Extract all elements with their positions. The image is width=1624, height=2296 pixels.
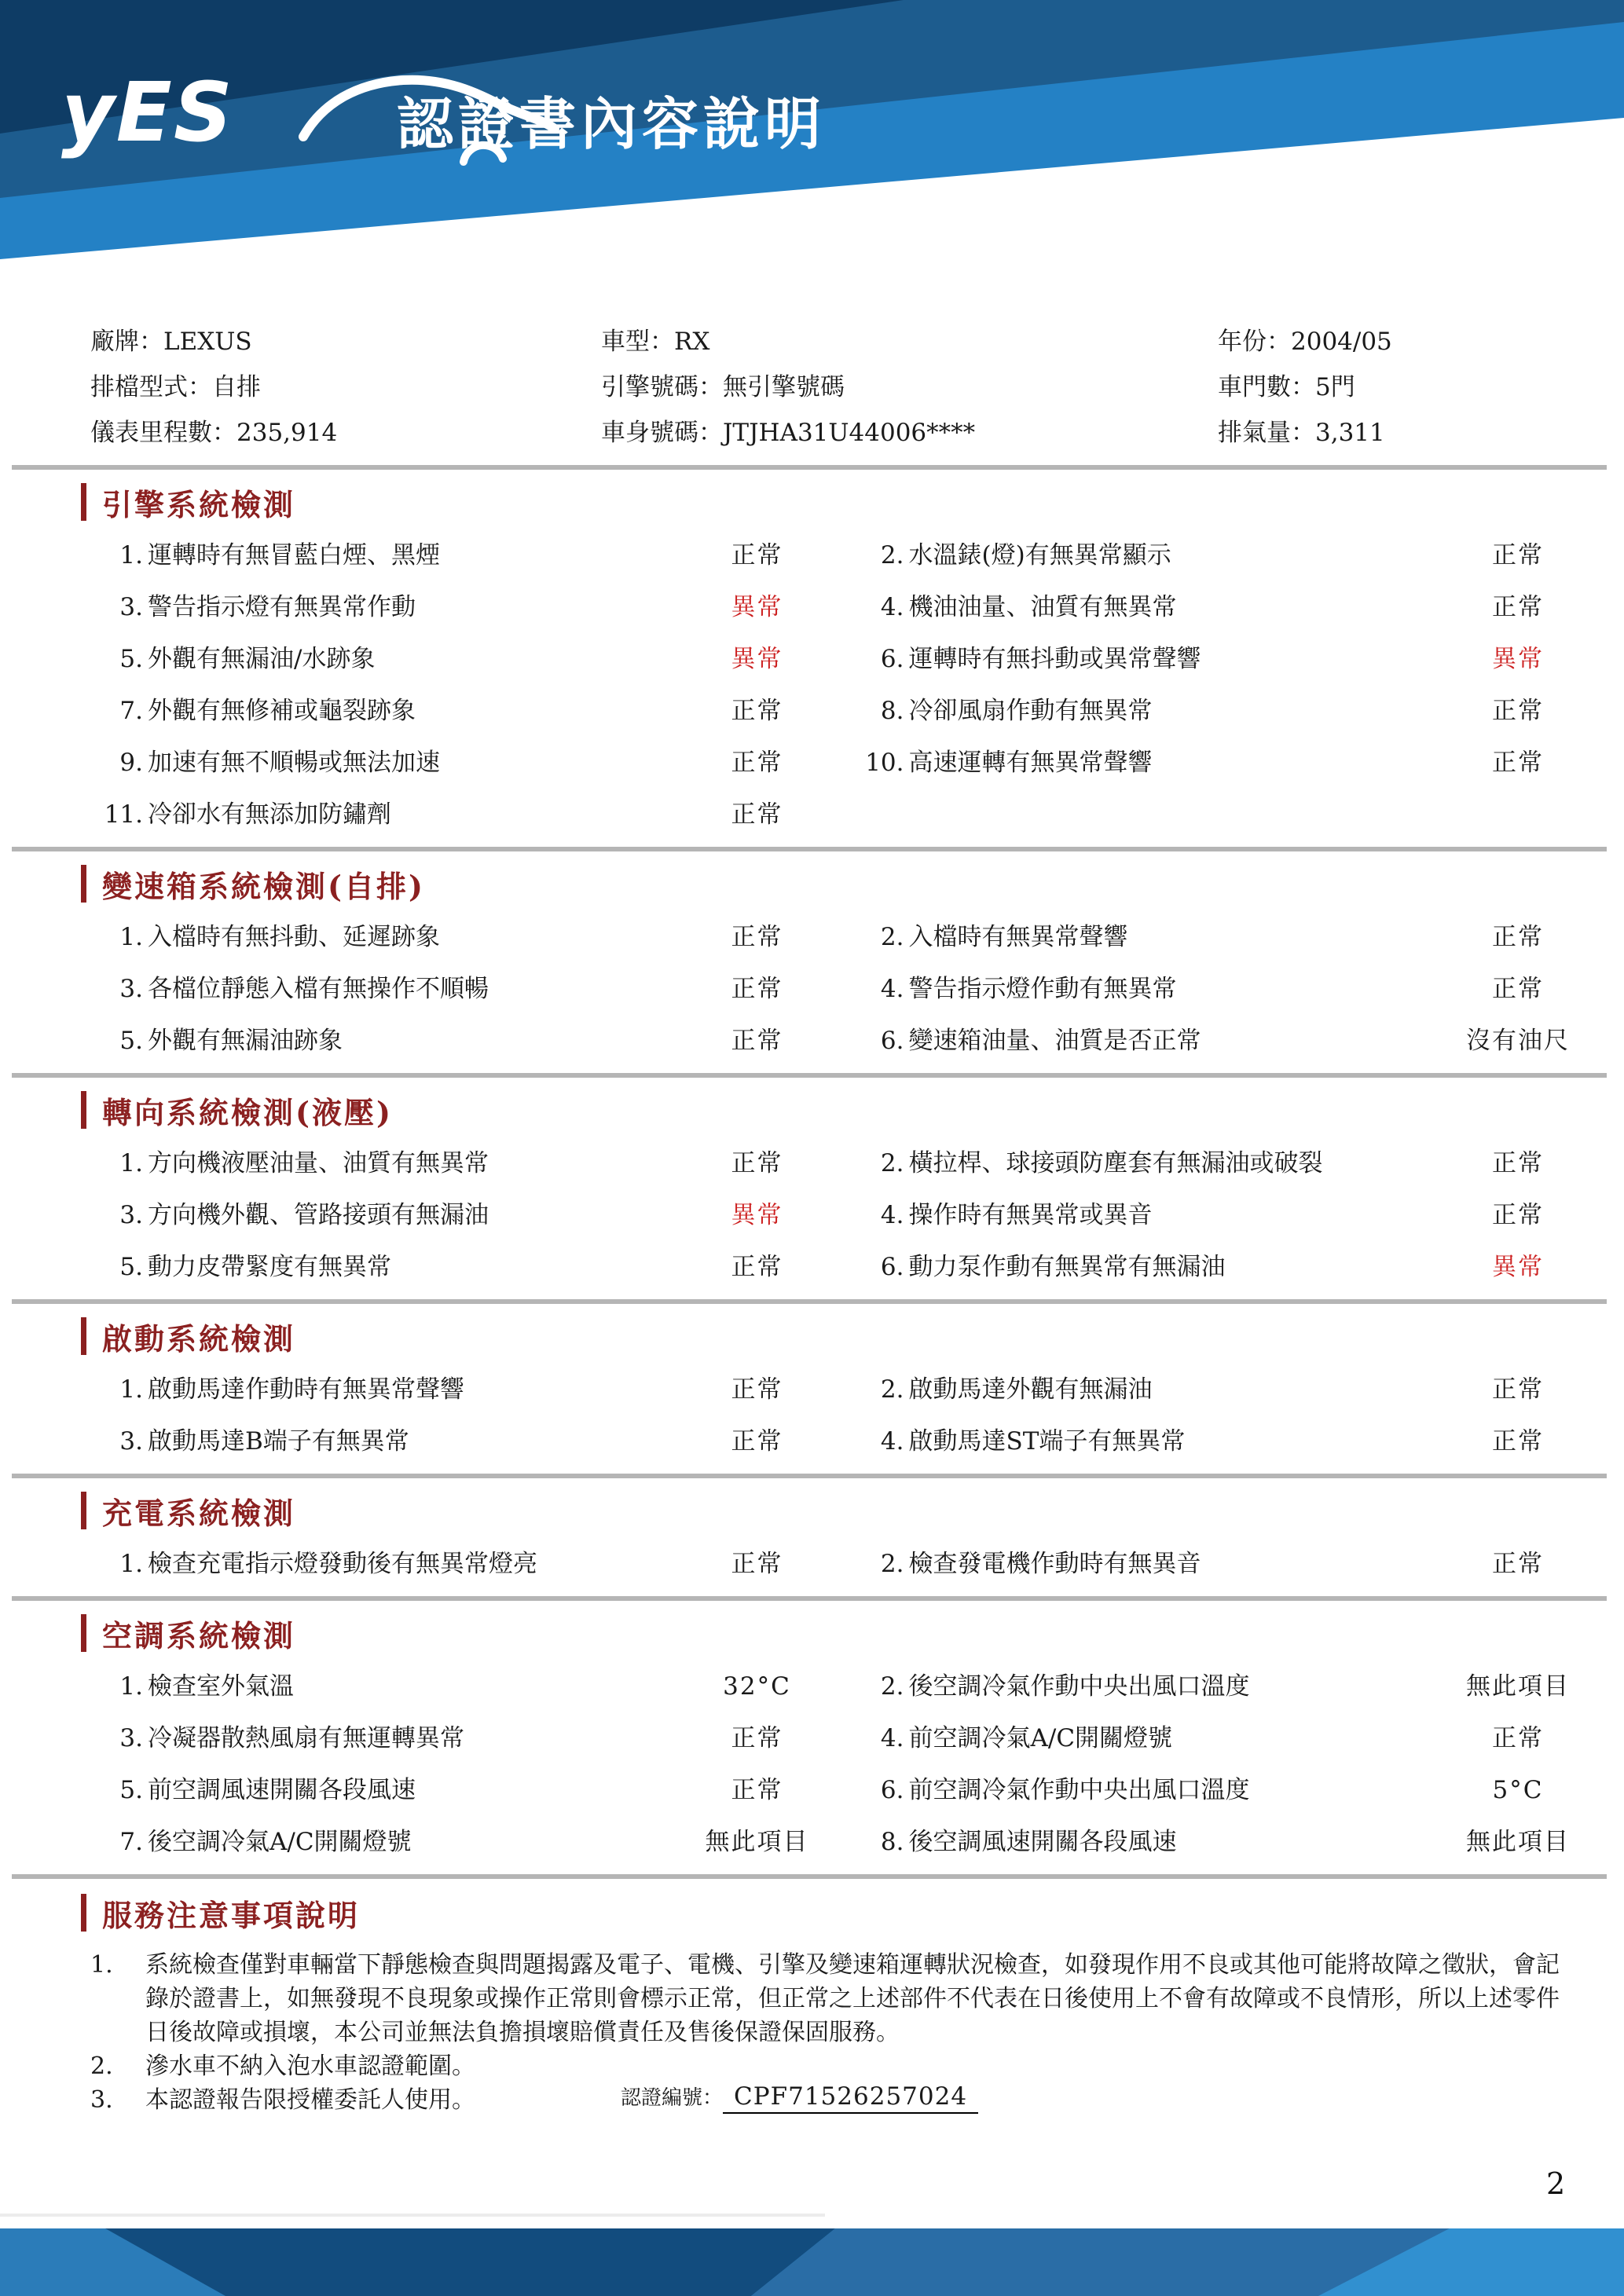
cert-number-label: 認證編號：	[621, 2086, 724, 2110]
item-number: 3.	[119, 593, 143, 621]
item-result: 5°C	[1492, 1776, 1544, 1804]
inspection-item	[848, 589, 1601, 625]
section-title: 引擎系統檢測	[102, 486, 296, 522]
item-text: 冷卻風扇作動有無異常	[908, 697, 1153, 725]
vehicle-info-value: JTJHA31U44006****	[723, 419, 976, 447]
section-title-bar	[81, 1317, 86, 1355]
item-number: 1.	[119, 1375, 143, 1404]
item-number: 7.	[119, 1828, 143, 1856]
yes-logo	[61, 64, 234, 171]
item-result: 無此項目	[705, 1828, 809, 1856]
item-text: 變速箱油量、油質是否正常	[908, 1027, 1201, 1055]
item-number: 5.	[119, 1253, 143, 1281]
item-result: 正常	[1492, 923, 1544, 951]
item-text: 冷卻水有無添加防鏽劑	[148, 800, 391, 829]
vehicle-info-label: 引擎號碼	[601, 373, 698, 401]
item-result: 正常	[1492, 1149, 1544, 1177]
section-title-bar	[81, 1492, 86, 1529]
inspection-sections	[0, 465, 1624, 1874]
vehicle-info	[0, 306, 1624, 465]
item-result: 正常	[1492, 1724, 1544, 1752]
item-number: 1.	[119, 1149, 143, 1177]
item-text: 外觀有無漏油/水跡象	[148, 645, 376, 673]
item-result: 正常	[731, 1149, 783, 1177]
item-number: 4.	[880, 1724, 904, 1752]
inspection-item	[848, 971, 1601, 1007]
inspection-item	[848, 641, 1601, 677]
inspection-section	[0, 1478, 1624, 1596]
item-number: 5.	[119, 1027, 143, 1055]
vehicle-info-item: 車型：RX	[601, 328, 710, 356]
item-result: 正常	[731, 1724, 783, 1752]
note-number: 2.	[90, 2052, 113, 2080]
section-title: 轉向系統檢測(液壓)	[102, 1094, 393, 1130]
inspection-item	[86, 537, 840, 573]
item-text: 操作時有無異常或異音	[908, 1201, 1153, 1229]
item-number: 3.	[119, 975, 143, 1003]
item-number: 6.	[880, 1027, 904, 1055]
section-title: 空調系統檢測	[102, 1617, 296, 1653]
item-text: 各檔位靜態入檔有無操作不順暢	[148, 975, 489, 1003]
inspection-item	[848, 1371, 1601, 1408]
inspection-item	[848, 537, 1601, 573]
item-number: 2.	[880, 541, 904, 569]
item-text: 前空調風速開關各段風速	[148, 1776, 416, 1804]
item-result: 正常	[731, 1427, 783, 1456]
page-footer	[0, 2228, 1624, 2296]
vehicle-info-value: 3,311	[1315, 419, 1385, 447]
vehicle-info-value: 自排	[212, 373, 261, 401]
item-result: 正常	[1492, 1550, 1544, 1578]
item-result: 無此項目	[1466, 1672, 1570, 1701]
vehicle-info-label: 車門數	[1218, 373, 1291, 401]
yes-logo-text: yES	[61, 64, 234, 160]
vehicle-info-item: 廠牌：LEXUS	[90, 328, 252, 356]
item-result: 正常	[1492, 749, 1544, 777]
inspection-item	[848, 693, 1601, 729]
inspection-item	[848, 919, 1601, 955]
service-notes	[0, 1879, 1624, 2117]
item-text: 啟動馬達外觀有無漏油	[908, 1375, 1153, 1404]
vehicle-info-value: 5門	[1315, 373, 1355, 401]
section-title-bar	[81, 1091, 86, 1129]
inspection-section	[0, 470, 1624, 847]
inspection-item	[86, 693, 840, 729]
section-title-bar	[81, 483, 86, 521]
item-number: 3.	[119, 1724, 143, 1752]
inspection-item	[848, 1023, 1601, 1059]
item-result: 正常	[731, 1776, 783, 1804]
vehicle-info-item: 車門數：5門	[1218, 373, 1355, 401]
inspection-item	[86, 1668, 840, 1705]
vehicle-info-value: RX	[674, 328, 710, 356]
item-text: 水溫錶(燈)有無異常顯示	[908, 541, 1171, 569]
page-number: 2	[1546, 2166, 1566, 2201]
inspection-item	[848, 1423, 1601, 1459]
section-header	[81, 482, 1624, 522]
vehicle-info-item: 車身號碼：JTJHA31U44006****	[601, 419, 976, 447]
vehicle-info-label: 車型	[601, 328, 650, 356]
section-header	[81, 864, 1624, 903]
inspection-item	[86, 589, 840, 625]
inspection-item	[848, 1668, 1601, 1705]
inspection-item	[848, 745, 1601, 781]
item-text: 動力皮帶緊度有無異常	[148, 1253, 391, 1281]
item-result: 正常	[731, 1550, 783, 1578]
item-number: 5.	[119, 645, 143, 673]
item-text: 後空調冷氣作動中央出風口溫度	[908, 1672, 1250, 1701]
item-number: 6.	[880, 1253, 904, 1281]
footer-background	[0, 2228, 1624, 2296]
item-text: 冷凝器散熱風扇有無運轉異常	[148, 1724, 464, 1752]
inspection-item	[86, 1249, 840, 1285]
item-result: 32°C	[723, 1672, 791, 1701]
page-header	[0, 0, 1624, 306]
vehicle-info-label: 排檔型式	[90, 373, 188, 401]
item-text: 運轉時有無抖動或異常聲響	[908, 645, 1201, 673]
item-text: 前空調冷氣作動中央出風口溫度	[908, 1776, 1250, 1804]
item-result: 正常	[1492, 975, 1544, 1003]
inspection-items	[0, 1546, 1624, 1582]
inspection-item	[86, 1824, 840, 1860]
vehicle-info-item: 排檔型式：自排	[90, 373, 261, 401]
vehicle-info-label: 儀表里程數	[90, 419, 212, 447]
item-text: 運轉時有無冒藍白煙、黑煙	[148, 541, 440, 569]
footer-divider	[0, 2214, 825, 2217]
item-number: 2.	[880, 1550, 904, 1578]
vehicle-info-label: 排氣量	[1218, 419, 1291, 447]
item-result: 正常	[1492, 1375, 1544, 1404]
section-title-bar	[81, 865, 86, 903]
note-text: 滲水車不納入泡水車認證範圍。	[145, 2052, 475, 2080]
item-result: 正常	[731, 1375, 783, 1404]
item-result: 異常	[1492, 1253, 1544, 1281]
item-text: 警告指示燈作動有無異常	[908, 975, 1177, 1003]
inspection-item	[86, 971, 840, 1007]
item-text: 方向機外觀、管路接頭有無漏油	[148, 1201, 489, 1229]
inspection-item	[86, 1145, 840, 1181]
section-title-bar	[81, 1894, 86, 1932]
item-text: 方向機液壓油量、油質有無異常	[148, 1149, 489, 1177]
item-number: 1.	[119, 1672, 143, 1701]
item-result: 異常	[731, 593, 783, 621]
item-text: 動力泵作動有無異常有無漏油	[908, 1253, 1226, 1281]
item-number: 11.	[104, 800, 143, 829]
inspection-item	[86, 796, 840, 833]
inspection-items	[0, 1371, 1624, 1459]
item-text: 啟動馬達ST端子有無異常	[908, 1427, 1186, 1456]
item-text: 警告指示燈有無異常作動	[148, 593, 416, 621]
notes-title: 服務注意事項說明	[102, 1897, 361, 1933]
inspection-items	[0, 1145, 1624, 1285]
item-result: 正常	[731, 541, 783, 569]
section-header	[81, 1090, 1624, 1130]
service-note	[0, 2083, 1624, 2117]
item-number: 3.	[119, 1201, 143, 1229]
cert-number-line	[621, 2080, 978, 2115]
inspection-item	[86, 919, 840, 955]
inspection-item	[86, 1772, 840, 1808]
item-text: 檢查發電機作動時有無異音	[908, 1550, 1201, 1578]
item-number: 6.	[880, 645, 904, 673]
inspection-item	[86, 1546, 840, 1582]
item-text: 啟動馬達作動時有無異常聲響	[148, 1375, 464, 1404]
item-result: 正常	[731, 975, 783, 1003]
inspection-item	[86, 1423, 840, 1459]
item-number: 1.	[119, 1550, 143, 1578]
inspection-item	[848, 1772, 1601, 1808]
inspection-item	[86, 745, 840, 781]
vehicle-info-value: 無引擎號碼	[723, 373, 845, 401]
item-number: 8.	[880, 1828, 904, 1856]
item-text: 後空調冷氣A/C開關燈號	[148, 1828, 412, 1856]
inspection-item	[848, 1145, 1601, 1181]
inspection-item	[86, 1197, 840, 1233]
item-result: 異常	[1492, 645, 1544, 673]
item-number: 7.	[119, 697, 143, 725]
inspection-items	[0, 1668, 1624, 1860]
vehicle-info-value: 235,914	[236, 419, 338, 447]
vehicle-info-item: 排氣量：3,311	[1218, 419, 1385, 447]
inspection-items	[0, 537, 1624, 833]
item-text: 機油油量、油質有無異常	[908, 593, 1177, 621]
item-number: 2.	[880, 1149, 904, 1177]
note-number: 1.	[90, 1951, 113, 1979]
item-result: 正常	[1492, 697, 1544, 725]
inspection-item	[848, 1249, 1601, 1285]
section-title-bar	[81, 1614, 86, 1652]
inspection-section	[0, 1078, 1624, 1299]
section-title: 啟動系統檢測	[102, 1320, 296, 1357]
cert-number-value: CPF71526257024	[723, 2082, 978, 2114]
item-result: 正常	[731, 749, 783, 777]
inspection-section	[0, 1601, 1624, 1874]
item-result: 正常	[731, 923, 783, 951]
note-number: 3.	[90, 2086, 113, 2114]
item-number: 3.	[119, 1427, 143, 1456]
item-result: 異常	[731, 1201, 783, 1229]
item-number: 4.	[880, 975, 904, 1003]
item-text: 前空調冷氣A/C開關燈號	[908, 1724, 1173, 1752]
vehicle-info-item: 年份：2004/05	[1218, 328, 1392, 356]
item-result: 正常	[731, 800, 783, 829]
item-number: 9.	[119, 749, 143, 777]
note-text: 系統檢查僅對車輛當下靜態檢查與問題揭露及電子、電機、引擎及變速箱運轉狀況檢查，如發現作用不良或其他可能將故障之徵狀，會記錄於證書上，如無發現不良現象或操作正常則會標示正常，但正常之上述部件不代表在日後使用上不會有故障或不良情形，所以上述零件日後故障或損壞，本公司並無法負擔損壞賠償責任及售後保證保固服務。	[145, 1951, 1560, 2046]
item-result: 正常	[1492, 593, 1544, 621]
item-number: 2.	[880, 1672, 904, 1701]
item-result: 正常	[731, 697, 783, 725]
item-result: 正常	[1492, 1201, 1544, 1229]
item-text: 檢查室外氣溫	[148, 1672, 294, 1701]
inspection-item	[86, 1023, 840, 1059]
item-result: 異常	[731, 645, 783, 673]
item-text: 檢查充電指示燈發動後有無異常燈亮	[148, 1550, 537, 1578]
inspection-item	[848, 1546, 1601, 1582]
item-number: 10.	[865, 749, 904, 777]
note-text: 本認證報告限授權委託人使用。	[145, 2086, 475, 2114]
item-text: 啟動馬達B端子有無異常	[148, 1427, 409, 1456]
item-text: 橫拉桿、球接頭防塵套有無漏油或破裂	[908, 1149, 1323, 1177]
vehicle-info-item: 儀表里程數：235,914	[90, 419, 338, 447]
item-number: 4.	[880, 1201, 904, 1229]
vehicle-info-label: 車身號碼	[601, 419, 698, 447]
item-number: 2.	[880, 923, 904, 951]
item-number: 8.	[880, 697, 904, 725]
item-text: 加速有無不順暢或無法加速	[148, 749, 440, 777]
notes-header	[81, 1893, 1624, 1932]
section-header	[81, 1491, 1624, 1530]
section-title: 變速箱系統檢測(自排)	[102, 868, 425, 904]
item-number: 1.	[119, 541, 143, 569]
item-result: 正常	[1492, 1427, 1544, 1456]
item-result: 正常	[731, 1253, 783, 1281]
item-text: 後空調風速開關各段風速	[908, 1828, 1177, 1856]
item-number: 1.	[119, 923, 143, 951]
item-result: 無此項目	[1466, 1828, 1570, 1856]
section-header	[81, 1613, 1624, 1653]
inspection-items	[0, 919, 1624, 1059]
item-number: 4.	[880, 1427, 904, 1456]
item-result: 正常	[1492, 541, 1544, 569]
item-text: 外觀有無修補或龜裂跡象	[148, 697, 416, 725]
item-result: 正常	[731, 1027, 783, 1055]
inspection-item	[848, 1824, 1601, 1860]
inspection-item	[86, 1720, 840, 1756]
item-number: 2.	[880, 1375, 904, 1404]
item-text: 入檔時有無抖動、延遲跡象	[148, 923, 440, 951]
section-title: 充電系統檢測	[102, 1495, 296, 1531]
item-result: 沒有油尺	[1466, 1027, 1570, 1055]
vehicle-info-item: 引擎號碼：無引擎號碼	[601, 373, 845, 401]
item-text: 高速運轉有無異常聲響	[908, 749, 1153, 777]
inspection-section	[0, 851, 1624, 1073]
vehicle-info-value: LEXUS	[163, 328, 252, 356]
section-header	[81, 1316, 1624, 1356]
inspection-section	[0, 1304, 1624, 1474]
item-number: 4.	[880, 593, 904, 621]
vehicle-info-value: 2004/05	[1291, 328, 1392, 356]
inspection-item	[848, 1720, 1601, 1756]
item-number: 6.	[880, 1776, 904, 1804]
item-text: 外觀有無漏油跡象	[148, 1027, 343, 1055]
item-text: 入檔時有無異常聲響	[908, 923, 1128, 951]
inspection-item	[86, 1371, 840, 1408]
inspection-item	[848, 1197, 1601, 1233]
service-note	[0, 1948, 1624, 2049]
vehicle-info-label: 年份	[1218, 328, 1267, 356]
inspection-item	[86, 641, 840, 677]
item-number: 5.	[119, 1776, 143, 1804]
service-note	[0, 2049, 1624, 2083]
page-title: 認證書內容說明	[397, 91, 827, 157]
vehicle-info-label: 廠牌	[90, 328, 139, 356]
